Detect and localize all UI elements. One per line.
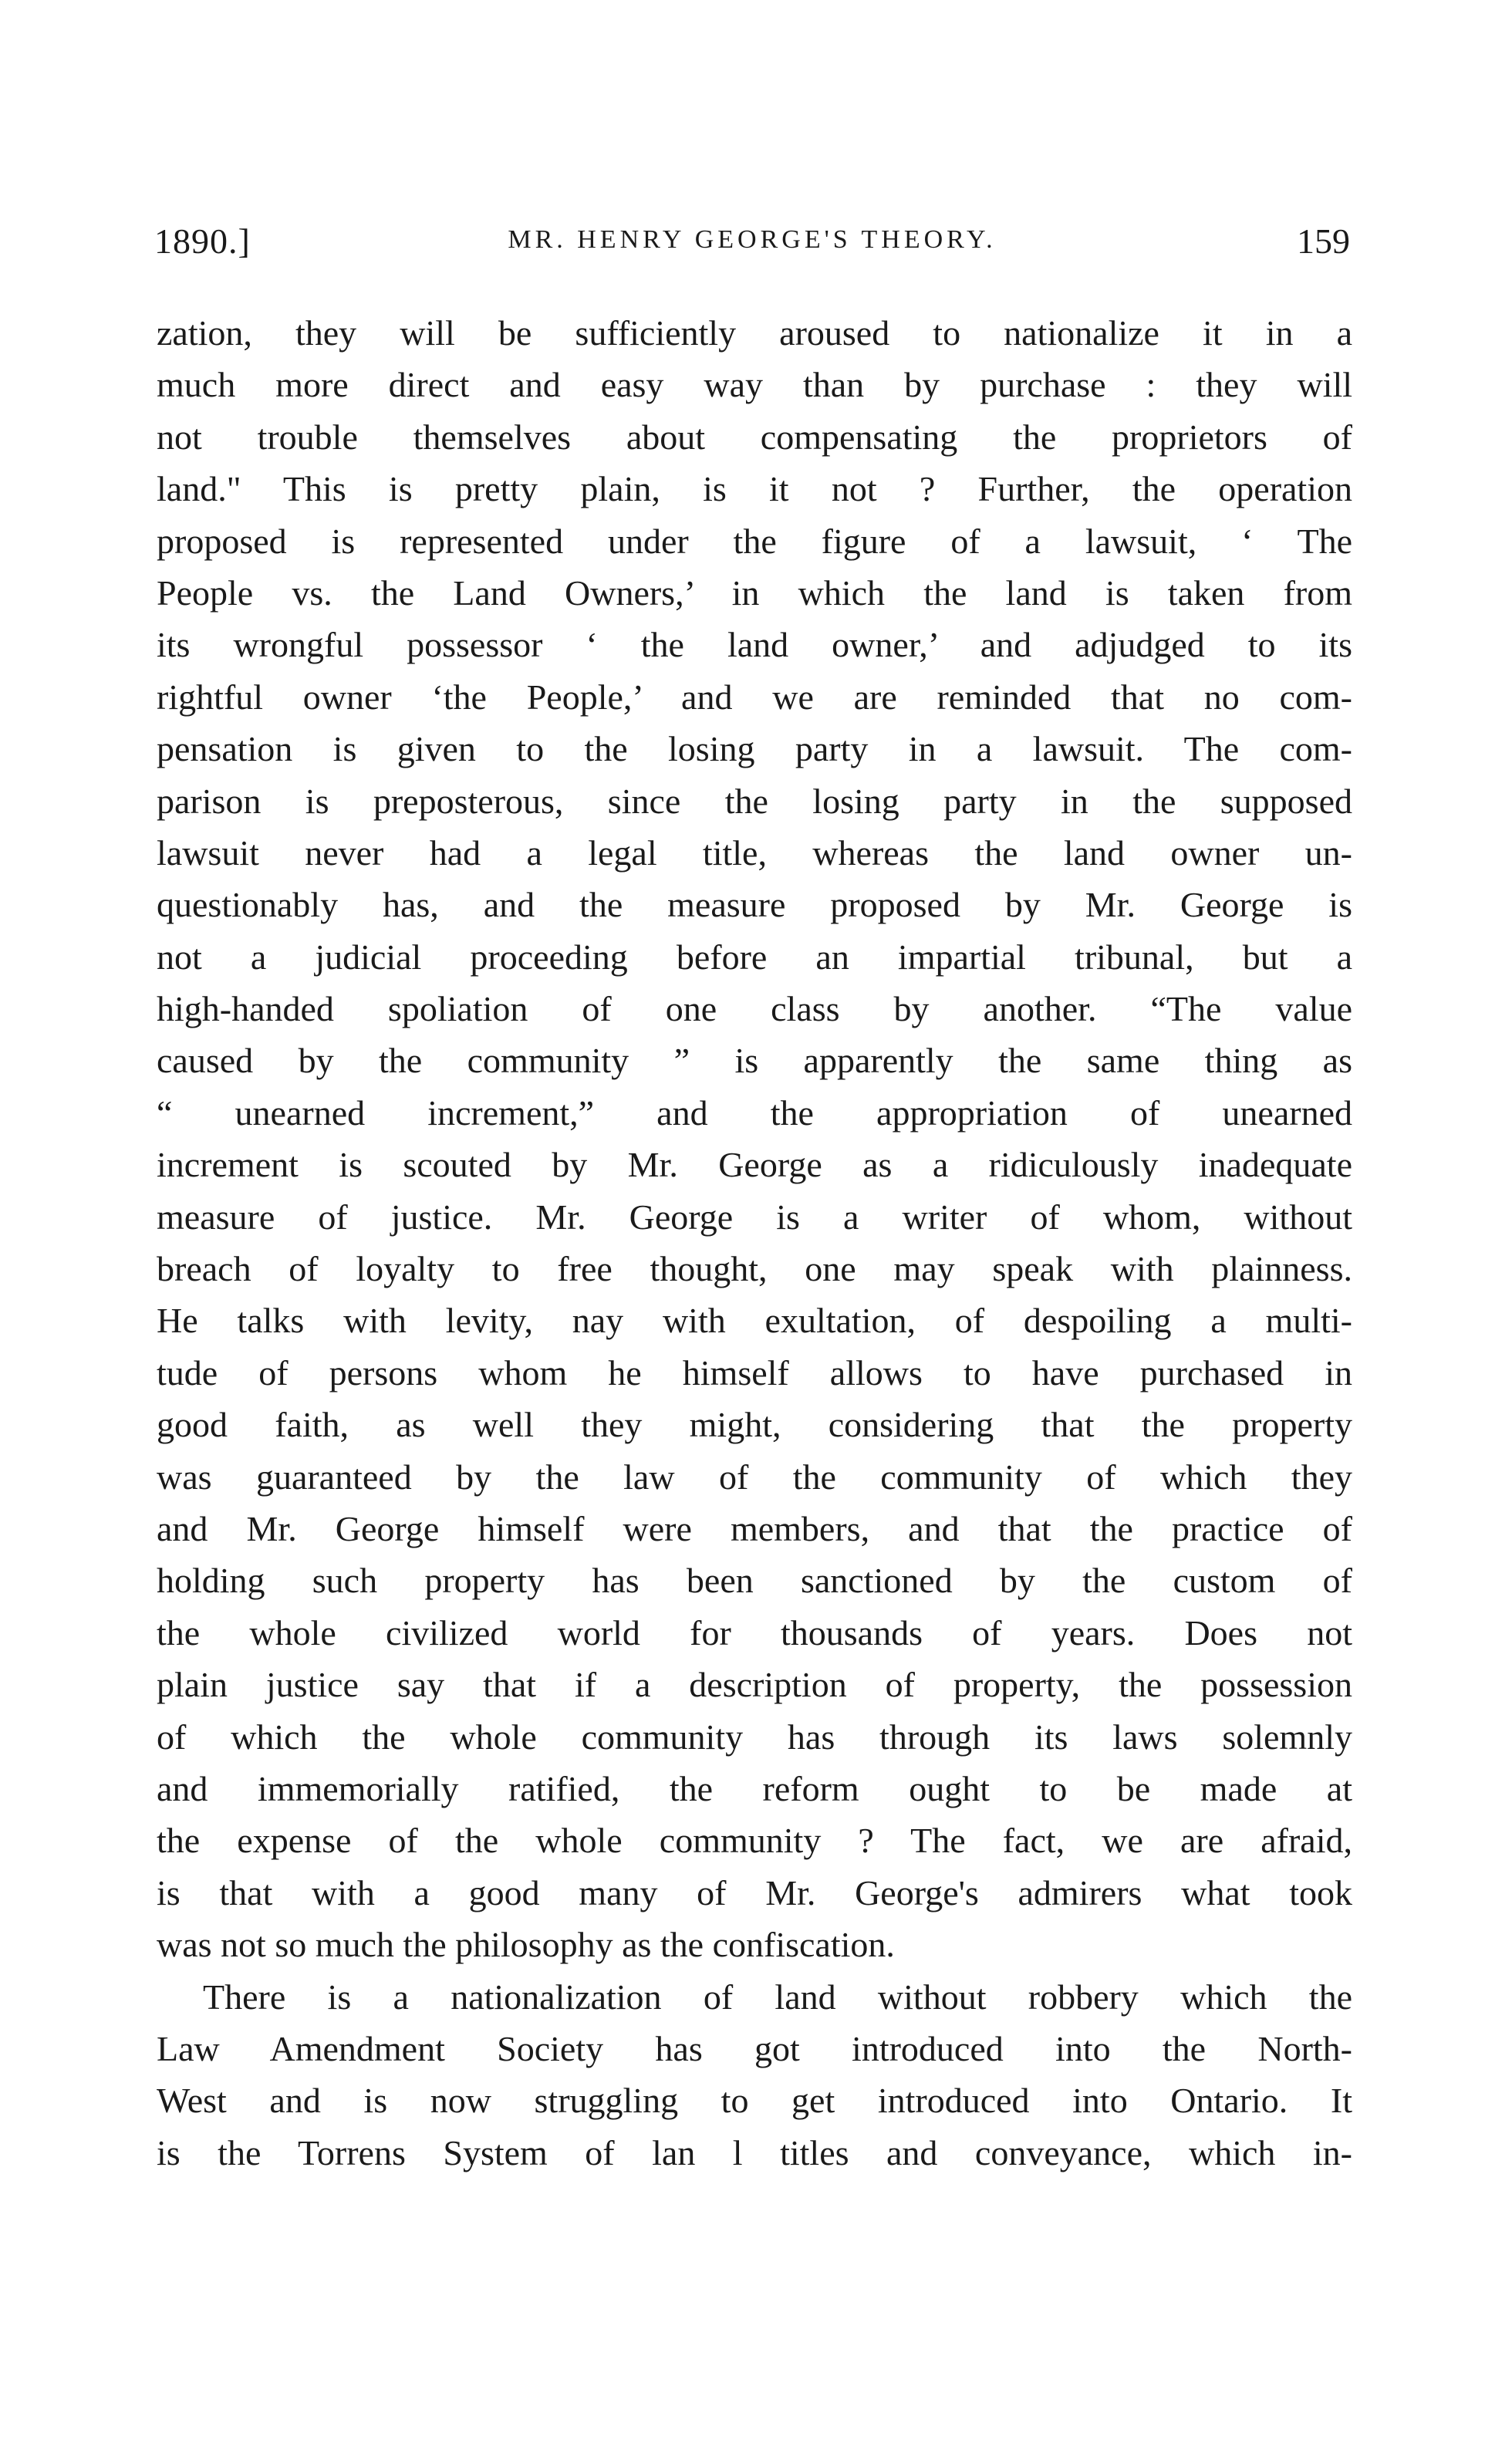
- text-line: There is a nationalization of land without robbery which the: [203, 1977, 1352, 2017]
- text-line: not a judicial proceeding before an impartial tribunal, but a: [157, 937, 1352, 977]
- text-line: good faith, as well they might, considering that the property: [157, 1405, 1352, 1445]
- text-line: is that with a good many of Mr. George's admirers what took: [157, 1872, 1352, 1912]
- text-line: parison is preposterous, since the losing party in the supposed: [157, 781, 1352, 821]
- text-line: zation, they will be sufficiently aroused to nationalize it in a: [157, 313, 1352, 353]
- text-line: not trouble themselves about compensating the proprietors of: [157, 417, 1352, 457]
- text-line: plain justice say that if a description of property, the possession: [157, 1665, 1352, 1705]
- text-line: proposed is represented under the figure of a lawsuit, ‘ The: [157, 521, 1352, 561]
- text-line: breach of loyalty to free thought, one may speak with plainness.: [157, 1249, 1352, 1289]
- text-line: of which the whole community has through its laws solemnly: [157, 1717, 1352, 1757]
- text-line: People vs. the Land Owners,’ in which the land is taken from: [157, 572, 1352, 613]
- text-line: much more direct and easy way than by purchase : they will: [157, 365, 1352, 405]
- text-line: was guaranteed by the law of the community of which they: [157, 1457, 1352, 1497]
- running-head-title: MR. HENRY GEORGE'S THEORY.: [508, 225, 997, 254]
- text-line: is the Torrens System of lan l titles and conveyance, which in-: [157, 2132, 1352, 2172]
- text-line: “ unearned increment,” and the appropriation of unearned: [157, 1092, 1352, 1133]
- text-line: tude of persons whom he himself allows to have purchased in: [157, 1352, 1352, 1393]
- text-line: He talks with levity, nay with exultation, of despoiling a multi-: [157, 1301, 1352, 1341]
- text-line: West and is now struggling to get introduced into Ontario. It: [157, 2081, 1352, 2121]
- text-line: land." This is pretty plain, is it not ? Further, the operation: [157, 469, 1352, 509]
- text-line: holding such property has been sanctioned by the custom of: [157, 1561, 1352, 1601]
- text-line: Law Amendment Society has got introduced into the North-: [157, 2028, 1352, 2068]
- text-line: increment is scouted by Mr. George as a ridiculously inadequate: [157, 1145, 1352, 1185]
- text-line: the whole civilized world for thousands of years. Does not: [157, 1612, 1352, 1652]
- text-line: high-handed spoliation of one class by another. “The value: [157, 989, 1352, 1029]
- text-line: its wrongful possessor ‘ the land owner,’ and adjudged to its: [157, 625, 1352, 665]
- paragraph-2: [157, 1971, 1352, 2179]
- text-line: questionably has, and the measure proposed by Mr. George is: [157, 885, 1352, 925]
- text-line: measure of justice. Mr. George is a writer of whom, without: [157, 1197, 1352, 1237]
- paragraph-1: [157, 307, 1352, 1971]
- running-head: [154, 221, 1350, 267]
- text-line: rightful owner ‘the People,’ and we are reminded that no com-: [157, 677, 1352, 717]
- text-line: caused by the community ” is apparently the same thing as: [157, 1041, 1352, 1081]
- running-head-year: 1890.]: [154, 221, 251, 261]
- text-line: was not so much the philosophy as the confiscation.: [157, 1925, 895, 1965]
- text-line: and Mr. George himself were members, and that the practice of: [157, 1508, 1352, 1548]
- page-number: 159: [1297, 221, 1350, 261]
- text-line: pensation is given to the losing party in a lawsuit. The com-: [157, 729, 1352, 769]
- text-line: the expense of the whole community ? The fact, we are afraid,: [157, 1821, 1352, 1861]
- body-text: [157, 307, 1352, 2179]
- text-line: and immemorially ratified, the reform ought to be made at: [157, 1768, 1352, 1808]
- text-line: lawsuit never had a legal title, whereas the land owner un-: [157, 832, 1352, 873]
